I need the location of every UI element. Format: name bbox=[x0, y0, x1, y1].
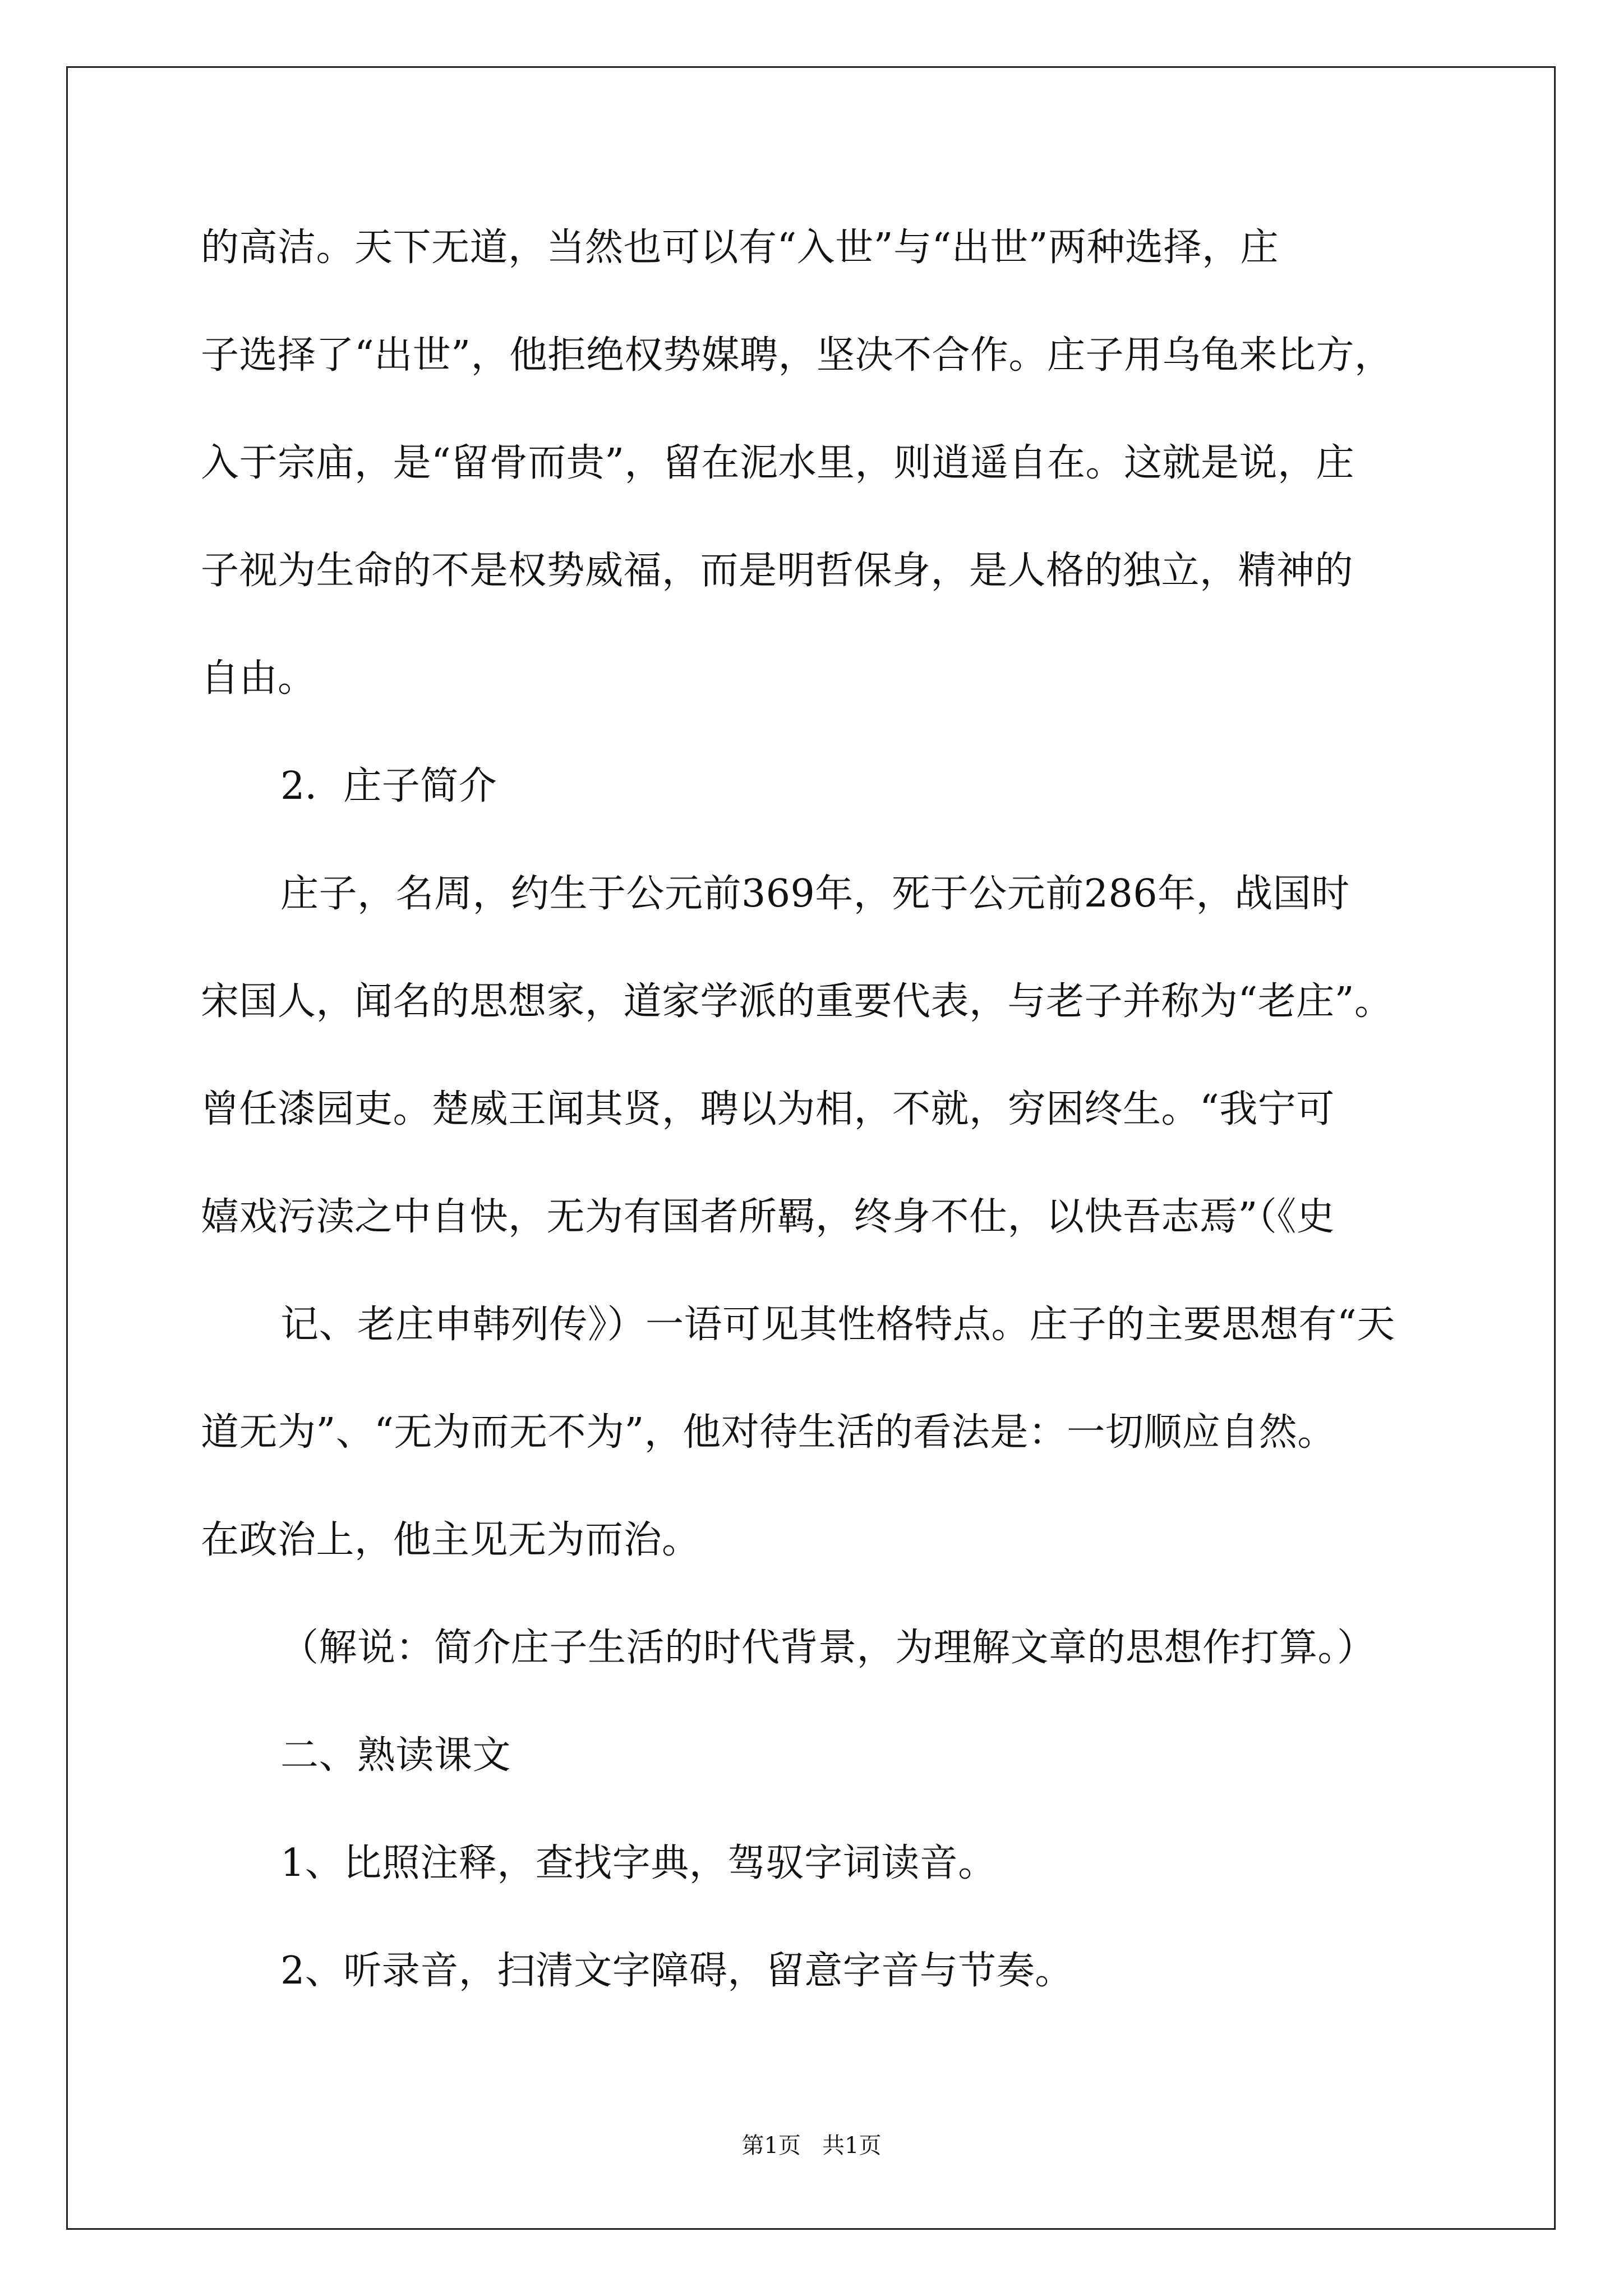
section-heading-zhuangzi-intro: 2．庄子简介 bbox=[280, 764, 497, 808]
page-footer: 第1页 共1页 bbox=[741, 2133, 882, 2159]
body-line-5: 自由。 bbox=[201, 656, 316, 701]
body-line-8: 宋国人，闻名的思想家，道家学派的重要代表，与老子并称为“老庄”。 bbox=[201, 979, 1393, 1024]
body-line-12: 道无为”、“无为而无不为”，他对待生活的看法是：一切顺应自然。 bbox=[201, 1410, 1336, 1455]
body-line-10: 嬉戏污渎之中自快，无为有国者所羁，终身不仕，以快吾志焉”（《史 bbox=[201, 1195, 1335, 1239]
explanation-note: （解说：简介庄子生活的时代背景，为理解文章的思想作打算。） bbox=[280, 1626, 1376, 1670]
body-line-2: 子选择了“出世”，他拒绝权势媒聘，坚决不合作。庄子用乌龟来比方， bbox=[201, 333, 1393, 378]
body-line-7: 庄子，名周，约生于公元前369年，死于公元前286年，战国时 bbox=[280, 872, 1350, 916]
list-item-2: 2、听录音，扫清文字障碍，留意字音与节奏。 bbox=[280, 1949, 1073, 1993]
page-border bbox=[66, 66, 1556, 2230]
list-item-1: 1、比照注释，查找字典，驾驭字词读音。 bbox=[280, 1841, 997, 1885]
body-line-9: 曾任漆园吏。楚威王闻其贤，聘以为相，不就，穷困终生。“我宁可 bbox=[201, 1087, 1335, 1131]
body-line-3: 入于宗庙，是“留骨而贵”，留在泥水里，则逍遥自在。这就是说，庄 bbox=[201, 441, 1355, 485]
body-line-11: 记、老庄申韩列传》）一语可见其性格特点。庄子的主要思想有“天 bbox=[280, 1303, 1395, 1347]
body-line-13: 在政治上，他主见无为而治。 bbox=[201, 1518, 700, 1562]
body-line-1: 的高洁。天下无道，当然也可以有“入世”与“出世”两种选择，庄 bbox=[201, 226, 1279, 270]
body-line-4: 子视为生命的不是权势威福，而是明哲保身，是人格的独立，精神的 bbox=[201, 549, 1354, 593]
section-heading-read-text: 二、熟读课文 bbox=[280, 1733, 511, 1778]
